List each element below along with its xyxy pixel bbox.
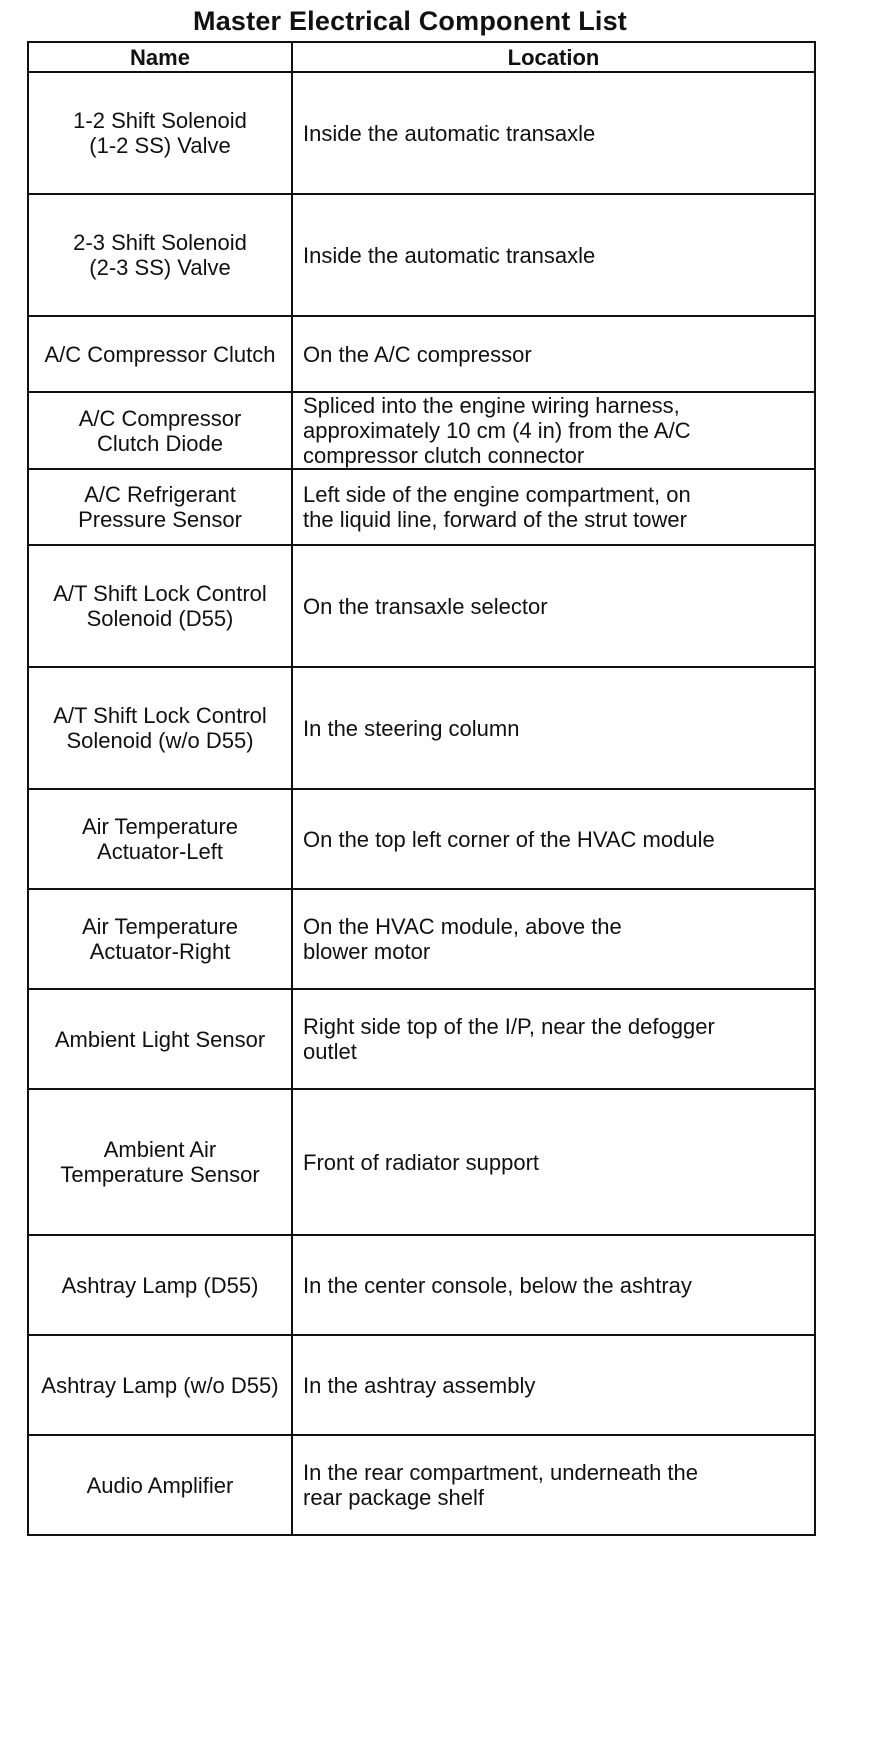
component-table <box>27 41 816 1536</box>
component-location-cell: On the HVAC module, above the blower motor <box>292 889 815 989</box>
component-location-cell: In the center console, below the ashtray <box>292 1235 815 1335</box>
component-location-cell: In the steering column <box>292 667 815 789</box>
table-header-row <box>28 42 815 72</box>
component-name-cell: Air Temperature Actuator-Left <box>28 789 292 889</box>
component-name-cell: Audio Amplifier <box>28 1435 292 1535</box>
table-row <box>28 789 815 889</box>
document-title: Master Electrical Component List <box>193 6 627 36</box>
component-name-cell: A/C Compressor Clutch Diode <box>28 392 292 469</box>
table-row <box>28 545 815 667</box>
table-row <box>28 1335 815 1435</box>
component-name-cell: Ashtray Lamp (w/o D55) <box>28 1335 292 1435</box>
component-name-cell: Ambient Air Temperature Sensor <box>28 1089 292 1235</box>
table-row <box>28 316 815 392</box>
header-name: Name <box>28 42 292 72</box>
table-row <box>28 194 815 316</box>
component-location-cell: On the top left corner of the HVAC module <box>292 789 815 889</box>
component-location-cell: Inside the automatic transaxle <box>292 72 815 194</box>
component-name-cell: A/C Refrigerant Pressure Sensor <box>28 469 292 545</box>
table-row <box>28 989 815 1089</box>
component-location-cell: In the rear compartment, underneath the rear package shelf <box>292 1435 815 1535</box>
component-location-cell: Right side top of the I/P, near the defogger outlet <box>292 989 815 1089</box>
component-location-cell: Inside the automatic transaxle <box>292 194 815 316</box>
component-location-cell: On the A/C compressor <box>292 316 815 392</box>
component-name-cell: 2-3 Shift Solenoid (2-3 SS) Valve <box>28 194 292 316</box>
component-name-cell: 1-2 Shift Solenoid (1-2 SS) Valve <box>28 72 292 194</box>
component-name-cell: A/T Shift Lock Control Solenoid (w/o D55) <box>28 667 292 789</box>
table-body <box>28 72 815 1535</box>
component-name-cell: A/T Shift Lock Control Solenoid (D55) <box>28 545 292 667</box>
component-table-container <box>27 41 814 1536</box>
component-location-cell: Front of radiator support <box>292 1089 815 1235</box>
table-row <box>28 889 815 989</box>
table-row <box>28 667 815 789</box>
component-location-cell: Spliced into the engine wiring harness, approximately 10 cm (4 in) from the A/C compressor clutch connector <box>292 392 815 469</box>
component-name-cell: Ambient Light Sensor <box>28 989 292 1089</box>
table-row <box>28 72 815 194</box>
table-row <box>28 1435 815 1535</box>
component-location-cell: On the transaxle selector <box>292 545 815 667</box>
component-location-cell: Left side of the engine compartment, on the liquid line, forward of the strut tower <box>292 469 815 545</box>
component-location-cell: In the ashtray assembly <box>292 1335 815 1435</box>
table-row <box>28 1089 815 1235</box>
component-name-cell: Air Temperature Actuator-Right <box>28 889 292 989</box>
component-name-cell: A/C Compressor Clutch <box>28 316 292 392</box>
header-location: Location <box>292 42 815 72</box>
table-row <box>28 392 815 469</box>
table-row <box>28 1235 815 1335</box>
table-row <box>28 469 815 545</box>
component-name-cell: Ashtray Lamp (D55) <box>28 1235 292 1335</box>
